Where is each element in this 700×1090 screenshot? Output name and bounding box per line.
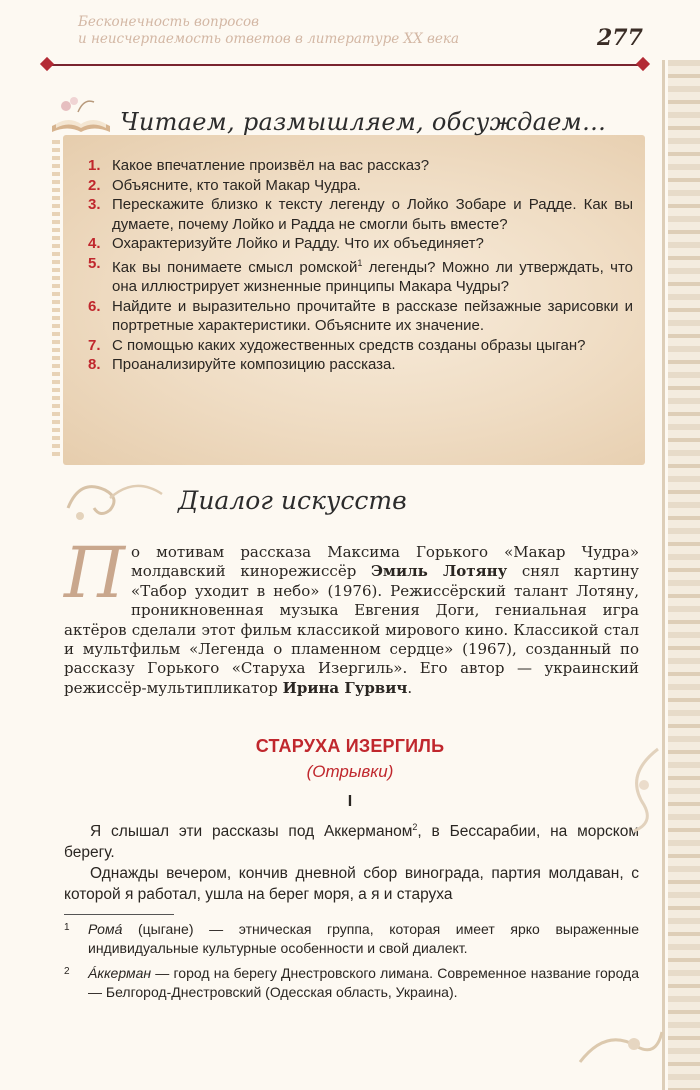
- question-item: [88, 297, 633, 336]
- floral-ornament: [614, 745, 664, 835]
- swirl-ornament: [60, 468, 170, 528]
- running-head-line2: и неисчерпаемость ответов в литературе XX века: [78, 31, 460, 47]
- question-item: [88, 156, 633, 176]
- article-text: [64, 532, 640, 698]
- box-dotted-edge: [52, 140, 60, 458]
- article-part: о мотивам рассказа Максима Горького «Макар Чудра» молдавский кинорежиссёр: [131, 543, 639, 581]
- footnote-rule: [64, 914, 174, 915]
- footnote-text: (цыгане) — этническая группа, которая имеет ярко выраженные индивидуальные культурные особенности и свой диалект.: [88, 921, 639, 956]
- question-text: Найдите и выразительно прочитайте в рассказе пейзажные зарисовки и портретные характеристики. Объясните их значение.: [112, 297, 633, 334]
- story-paragraph: Однажды вечером, кончив дневной сбор винограда, партия молдаван, с которой я работал, ушла на берег моря, а я и старуха: [64, 865, 639, 904]
- footnote-ref: 2: [412, 822, 418, 832]
- section-title-dialog: Диалог искусств: [178, 486, 407, 515]
- page-header: [0, 0, 700, 80]
- question-text: Охарактеризуйте Лойко и Радду. Что их объединяет?: [112, 235, 484, 252]
- diamond-ornament-left: [40, 57, 54, 71]
- footnote-text: — город на берегу Днестровского лимана. Современное название города — Белгород-Днестровский (Одесская область, Украина).: [88, 965, 639, 1000]
- decorative-border: [668, 60, 700, 1090]
- questions-list: [88, 156, 633, 375]
- question-text: Объясните, кто такой Макар Чудра.: [112, 176, 361, 194]
- running-head-line1: Бесконечность вопросов: [78, 14, 259, 30]
- question-item: [88, 336, 633, 356]
- question-number: 4.: [88, 235, 101, 252]
- drop-cap: П: [64, 532, 126, 614]
- question-text: Проанализируйте композицию рассказа.: [112, 356, 396, 373]
- page-number: 277: [597, 25, 643, 51]
- question-item: [88, 176, 633, 196]
- running-head: [78, 14, 498, 48]
- question-text: Перескажите близко к тексту легенду о Лойко Зобаре и Радде. Как вы думаете, почему Лойко и Радда не смогли быть вместе?: [112, 196, 633, 233]
- footnote-mark: 1: [64, 922, 70, 933]
- question-number: 6.: [88, 297, 101, 315]
- question-number: 3.: [88, 196, 101, 213]
- story-paragraph: [64, 817, 639, 863]
- person-name: Эмиль Лотяну: [371, 562, 508, 581]
- question-number: 2.: [88, 176, 101, 194]
- footnote-term: Áккерман: [88, 965, 152, 981]
- footnotes: [64, 920, 639, 1008]
- footnote-mark: 2: [64, 966, 70, 977]
- question-item: [88, 234, 633, 254]
- question-number: 5.: [88, 254, 101, 272]
- person-name: Ирина Гурвич: [282, 678, 408, 697]
- article-part: снял картину «Табор уходит в небо» (1976). Режиссёрский талант Лотяну, проникновенная музыка Евгения Доги, гениальная игра актёров сделали этот фильм классикой мирового кино. Классикой стал и мультфильм «Легенда о пламенном сердце» (1967), созданный по рассказу Горького «Старуха Изергиль». Его автор — украинский режиссёр-мультипликатор: [64, 562, 640, 697]
- story-text: [64, 817, 639, 905]
- question-item: [88, 355, 633, 375]
- story-title: СТАРУХА ИЗЕРГИЛЬ: [255, 736, 445, 756]
- question-number: 8.: [88, 356, 101, 373]
- question-text-part: легенды? Можно ли утверждать, что она иллюстрирует жизненные принципы Макара Чудры?: [112, 258, 634, 295]
- question-item: [88, 195, 633, 234]
- section-title-reading: Читаем, размышляем, обсуждаем…: [120, 108, 607, 136]
- floral-ornament-bottom: [576, 1022, 666, 1072]
- question-number: 7.: [88, 336, 101, 354]
- story-subtitle: (Отрывки): [306, 762, 394, 781]
- question-text: Какое впечатление произвёл на вас рассказ?: [112, 157, 430, 174]
- header-rule: [48, 64, 643, 66]
- story-text-part: Я слышал эти рассказы под Аккерманом: [90, 823, 413, 841]
- question-text: [112, 254, 633, 297]
- footnote: [64, 920, 639, 958]
- diamond-ornament-right: [636, 57, 650, 71]
- article-part: .: [407, 678, 413, 697]
- chapter-number: I: [347, 793, 353, 810]
- open-book-icon: [48, 92, 114, 136]
- footnote: [64, 964, 639, 1002]
- story-text-part: , в Бессарабии, на морском берегу.: [64, 823, 639, 862]
- question-number: 1.: [88, 157, 101, 174]
- footnote-ref: 1: [357, 257, 363, 268]
- question-text: С помощью каких художественных средств созданы образы цыган?: [112, 336, 586, 354]
- question-item: [88, 254, 633, 297]
- question-text-part: Как вы понимаете смысл ромской: [112, 258, 358, 276]
- footnote-term: Ромá: [88, 921, 123, 937]
